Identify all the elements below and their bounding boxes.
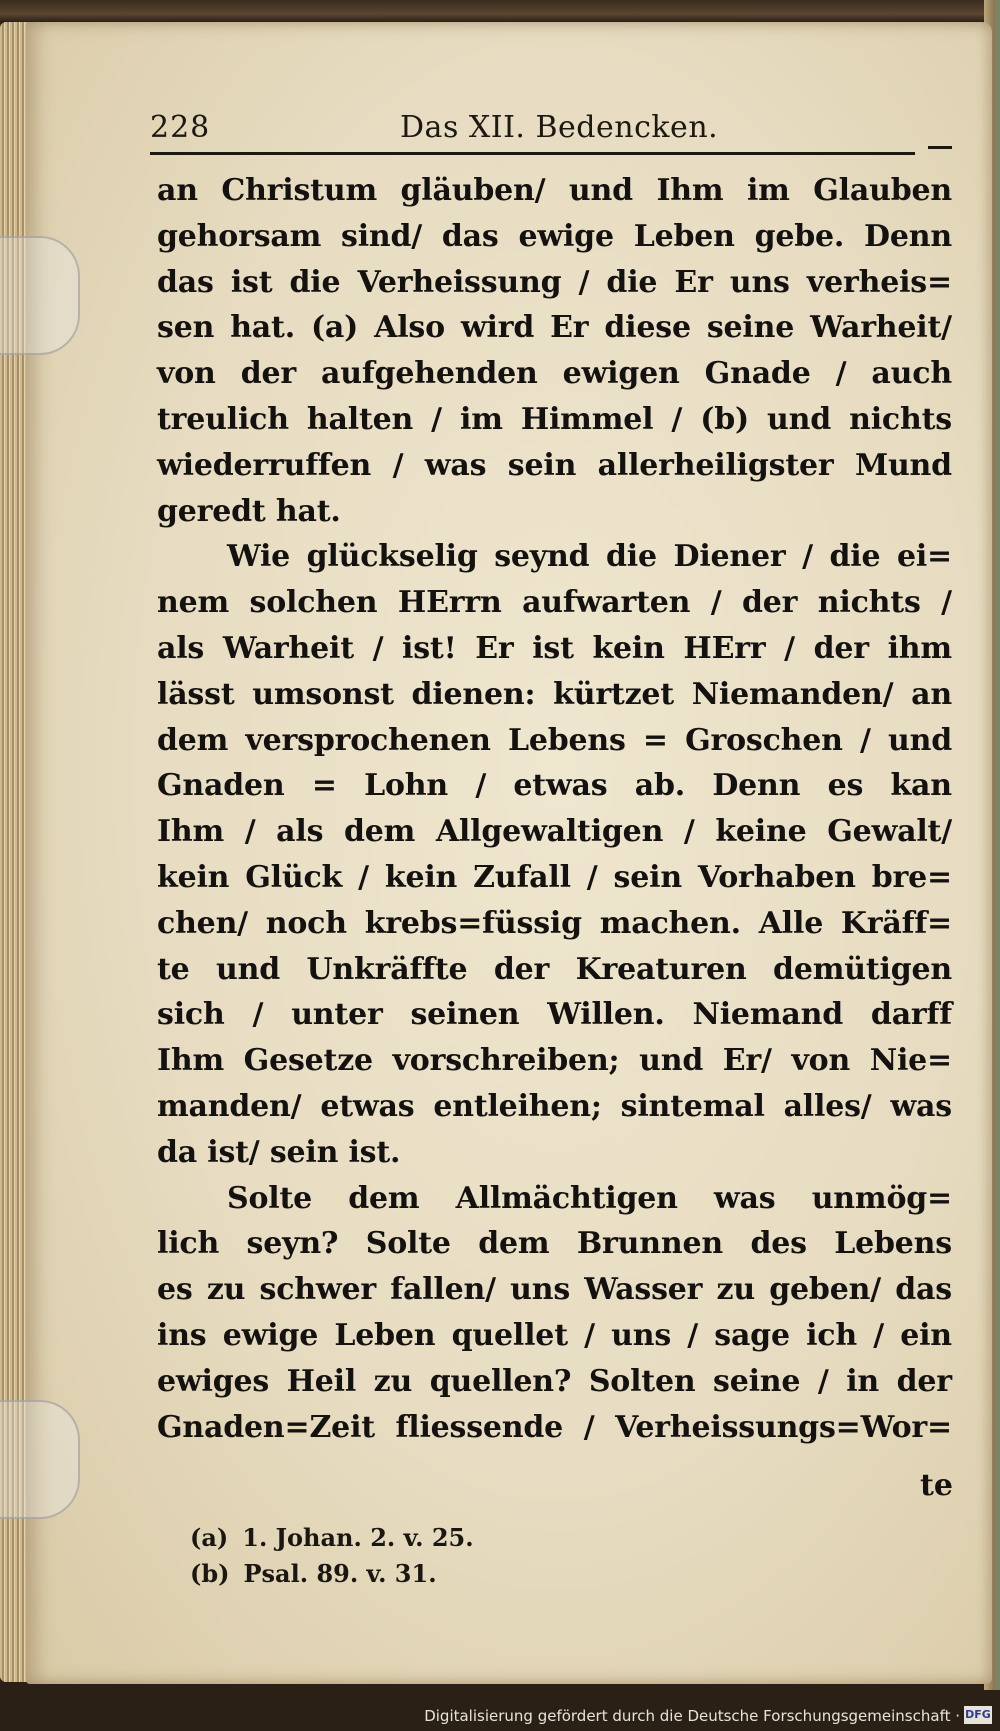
footnote [190,1520,690,1556]
text-line: ins ewige Leben quellet / uns / sage ich / ein [157,1317,952,1353]
text-line: manden/ etwas entleihen; sintemal alles/ was [157,1088,952,1124]
text-line: geredt hat. [157,493,341,529]
text-line: te und Unkräffte der Kreaturen demütigen [157,951,952,987]
page-clip-top [0,236,80,355]
text-line: Wie glückselig seynd die Diener / die ei= [227,539,952,575]
text-line: dem versprochenen Lebens = Groschen / und [157,722,952,758]
text-line: es zu schwer fallen/ uns Wasser zu geben/ das [157,1272,952,1308]
text-line: da ist/ sein ist. [157,1134,401,1170]
text-line: ewiges Heil zu quellen? Solten seine / in der [157,1363,952,1399]
footnote [190,1556,690,1592]
text-line: das ist die Verheissung / die Er uns verheis= [157,264,952,300]
text-line: Gnaden = Lohn / etwas ab. Denn es kan [157,768,952,804]
text-line: als Warheit / ist! Er ist kein HErr / der ihm [157,630,952,666]
page-clip-bottom [0,1400,80,1519]
running-head: Das XII. Bedencken. [400,110,719,145]
text-line: sich / unter seinen Willen. Niemand darff [157,997,952,1033]
page-header [150,110,950,154]
text-line: Solte dem Allmächtigen was unmög= [227,1180,952,1216]
text-line: Ihm / als dem Allgewaltigen / keine Gewalt/ [157,814,952,850]
text-line: kein Glück / kein Zufall / sein Vorhaben bre= [157,859,952,895]
text-line: Ihm Gesetze vorschreiben; und Er/ von Nie= [157,1043,952,1079]
header-rule [150,152,915,155]
footnote-marker: (b) [190,1559,230,1588]
text-line: lässt umsonst dienen: kürtzet Niemanden/ an [157,676,952,712]
text-line: Gnaden=Zeit fliessende / Verheissungs=Wor= [157,1409,952,1445]
body-text [157,168,952,1450]
footnote-marker: (a) [190,1523,229,1552]
header-rule-stub [928,146,952,149]
footnote-text: Psal. 89. v. 31. [243,1559,437,1588]
footnotes [190,1520,690,1592]
text-line: wiederruffen / was sein allerheiligster Mund [157,447,952,483]
text-line: sen hat. (a) Also wird Er diese seine Warheit/ [157,310,952,346]
text-line: lich seyn? Solte dem Brunnen des Lebens [157,1226,952,1262]
page-number: 228 [150,110,211,145]
digitization-credit: Digitalisierung gefördert durch die Deutsche Forschungsgemeinschaft · [424,1707,960,1725]
footnote-text: 1. Johan. 2. v. 25. [242,1523,474,1552]
catchword: te [920,1468,953,1503]
text-line: treulich halten / im Himmel / (b) und nichts [157,401,952,437]
text-line: gehorsam sind/ das ewige Leben gebe. Denn [157,218,952,254]
text-line: nem solchen HErrn aufwarten / der nichts / [157,585,952,621]
text-line: von der aufgehenden ewigen Gnade / auch [157,356,952,392]
dfg-logo: DFG [964,1706,992,1724]
text-line: an Christum gläuben/ und Ihm im Glauben [157,173,952,208]
text-line: chen/ noch krebs=füssig machen. Alle Kräff= [157,905,952,941]
